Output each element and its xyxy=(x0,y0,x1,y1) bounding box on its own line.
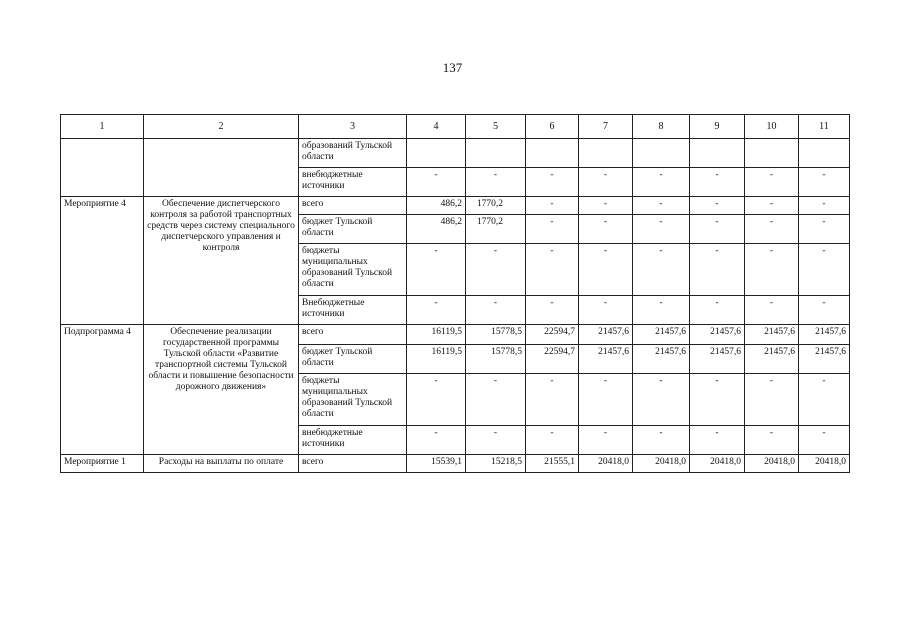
value-cell: - xyxy=(526,197,579,215)
source-cell: бюджеты муниципальных образований Тульской области xyxy=(299,244,407,296)
value-cell: - xyxy=(633,426,690,455)
header-cell: 8 xyxy=(633,115,690,139)
value-cell: - xyxy=(745,244,799,296)
source-cell: бюджет Тульской области xyxy=(299,215,407,244)
value-cell: - xyxy=(745,296,799,325)
value-cell: 486,2 xyxy=(407,197,466,215)
value-cell: - xyxy=(633,168,690,197)
value-cell: - xyxy=(745,168,799,197)
header-cell: 2 xyxy=(144,115,299,139)
cell-empty xyxy=(144,139,299,197)
header-cell: 4 xyxy=(407,115,466,139)
value-cell: 15539,1 xyxy=(407,455,466,473)
item-description: Обеспечение реализации государственной программы Тульской области «Развитие транспортной системы Тульской области и повышение безопасности дорожного движения» xyxy=(144,325,299,455)
value-cell: 1770,2 xyxy=(466,197,526,215)
value-cell: - xyxy=(579,296,633,325)
table-row xyxy=(61,325,850,345)
item-label: Мероприятие 1 xyxy=(61,455,144,473)
source-cell: образований Тульской области xyxy=(299,139,407,168)
value-cell: - xyxy=(466,426,526,455)
value-cell: 21457,6 xyxy=(745,345,799,374)
header-cell: 9 xyxy=(690,115,745,139)
value-cell: 20418,0 xyxy=(745,455,799,473)
value-cell: - xyxy=(633,296,690,325)
value-cell: - xyxy=(745,426,799,455)
header-cell: 5 xyxy=(466,115,526,139)
value-cell: - xyxy=(690,244,745,296)
source-cell: всего xyxy=(299,325,407,345)
value-cell: - xyxy=(690,426,745,455)
value-cell: 20418,0 xyxy=(690,455,745,473)
value-cell: 21457,6 xyxy=(633,345,690,374)
header-cell: 1 xyxy=(61,115,144,139)
item-label: Мероприятие 4 xyxy=(61,197,144,325)
item-label: Подпрограмма 4 xyxy=(61,325,144,455)
source-cell: бюджеты муниципальных образований Тульской области xyxy=(299,374,407,426)
header-cell: 10 xyxy=(745,115,799,139)
value-cell: - xyxy=(690,168,745,197)
value-cell: - xyxy=(466,244,526,296)
value-cell: - xyxy=(526,374,579,426)
value-cell: - xyxy=(799,215,850,244)
value-cell: - xyxy=(579,244,633,296)
header-row xyxy=(61,115,850,139)
header-cell: 6 xyxy=(526,115,579,139)
value-cell: - xyxy=(799,296,850,325)
value-cell: - xyxy=(799,168,850,197)
value-cell: 486,2 xyxy=(407,215,466,244)
source-cell: бюджет Тульской области xyxy=(299,345,407,374)
value-cell: - xyxy=(745,215,799,244)
value-cell: 21457,6 xyxy=(799,325,850,345)
value-cell: - xyxy=(745,197,799,215)
value-cell: - xyxy=(690,296,745,325)
value-cell: - xyxy=(526,215,579,244)
value-cell: - xyxy=(579,215,633,244)
value-cell: - xyxy=(579,168,633,197)
value-cell: - xyxy=(633,244,690,296)
item-description: Расходы на выплаты по оплате xyxy=(144,455,299,473)
value-cell: - xyxy=(407,374,466,426)
source-cell: Внебюджетные источники xyxy=(299,296,407,325)
value-cell: - xyxy=(633,374,690,426)
value-cell: - xyxy=(466,374,526,426)
table-row xyxy=(61,139,850,168)
source-cell: внебюджетные источники xyxy=(299,426,407,455)
value-cell: 20418,0 xyxy=(633,455,690,473)
value-cell: 21457,6 xyxy=(690,345,745,374)
table-row xyxy=(61,197,850,215)
header-cell: 3 xyxy=(299,115,407,139)
budget-table xyxy=(60,114,850,473)
value-cell: 16119,5 xyxy=(407,345,466,374)
value-cell: - xyxy=(526,296,579,325)
value-cell: - xyxy=(633,215,690,244)
value-cell: - xyxy=(526,244,579,296)
value-cell: - xyxy=(466,296,526,325)
item-description: Обеспечение диспетчерского контроля за работой транспортных средств через систему специального диспетчерского управления и контроля xyxy=(144,197,299,325)
value-cell: - xyxy=(799,244,850,296)
source-cell: всего xyxy=(299,455,407,473)
value-cell: 21457,6 xyxy=(579,325,633,345)
value-cell: - xyxy=(407,296,466,325)
value-cell: - xyxy=(799,374,850,426)
table-row xyxy=(61,455,850,473)
value-cell: 22594,7 xyxy=(526,345,579,374)
value-cell: - xyxy=(407,426,466,455)
value-cell: - xyxy=(690,215,745,244)
cell-empty xyxy=(61,139,144,197)
value-cell: - xyxy=(690,197,745,215)
value-cell: 1770,2 xyxy=(466,215,526,244)
value-cell: - xyxy=(466,168,526,197)
value-cell: 21457,6 xyxy=(633,325,690,345)
value-cell: - xyxy=(633,197,690,215)
header-cell: 7 xyxy=(579,115,633,139)
value-cell: - xyxy=(407,168,466,197)
value-cell: 21555,1 xyxy=(526,455,579,473)
value-cell: 20418,0 xyxy=(799,455,850,473)
value-cell: - xyxy=(407,244,466,296)
source-cell: внебюджетные источники xyxy=(299,168,407,197)
value-cell: 20418,0 xyxy=(579,455,633,473)
value-cell: 15778,5 xyxy=(466,345,526,374)
value-cell: - xyxy=(526,168,579,197)
page-number: 137 xyxy=(442,60,463,75)
value-cell: - xyxy=(579,426,633,455)
value-cell: 15218,5 xyxy=(466,455,526,473)
value-cell: - xyxy=(690,374,745,426)
value-cell: 21457,6 xyxy=(745,325,799,345)
value-cell: - xyxy=(745,374,799,426)
value-cell: - xyxy=(579,197,633,215)
value-cell: 21457,6 xyxy=(799,345,850,374)
value-cell: - xyxy=(579,374,633,426)
value-cell: - xyxy=(799,426,850,455)
source-cell: всего xyxy=(299,197,407,215)
value-cell: 21457,6 xyxy=(690,325,745,345)
header-cell: 11 xyxy=(799,115,850,139)
value-cell: 21457,6 xyxy=(579,345,633,374)
value-cell: 16119,5 xyxy=(407,325,466,345)
value-cell: - xyxy=(526,426,579,455)
value-cell: 15778,5 xyxy=(466,325,526,345)
value-cell: - xyxy=(799,197,850,215)
value-cell: 22594,7 xyxy=(526,325,579,345)
